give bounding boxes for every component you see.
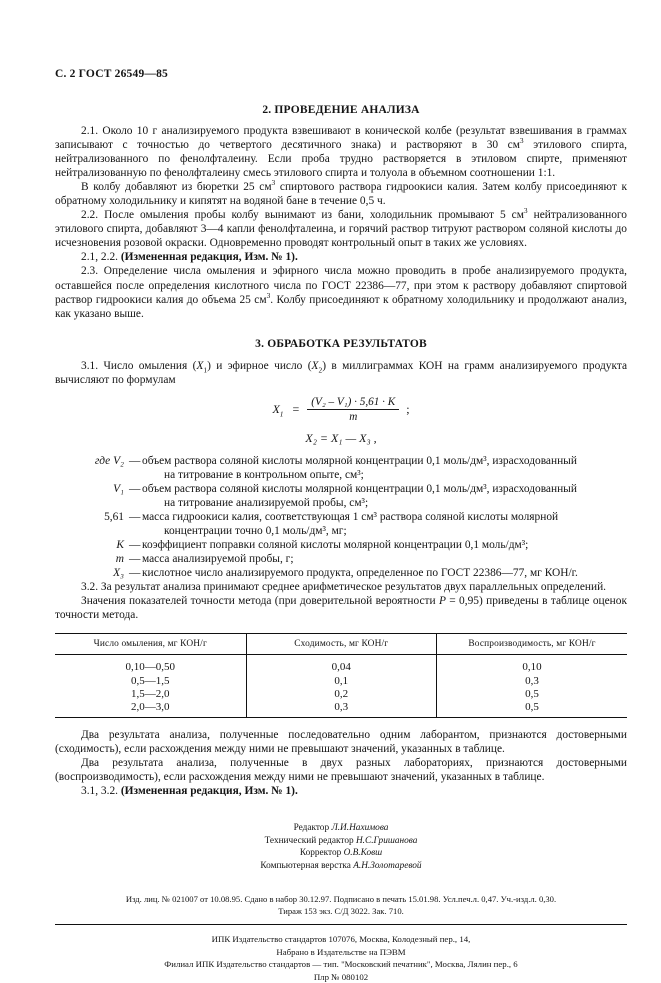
formula-1-lhs-subscript: 1 [279, 409, 284, 419]
credit-role: Корректор [299, 848, 344, 859]
footer-divider [55, 924, 627, 925]
variable-x2: X [311, 359, 319, 372]
table-header-saponification: Число омыления, мг КОН/г [93, 639, 207, 650]
note-prefix: 2.1, 2.2. [81, 251, 121, 264]
credit-name: О.В.Ковш [343, 848, 383, 859]
definition-symbol: K [116, 539, 124, 552]
formula-1-tail: ; [406, 401, 410, 416]
table-body [55, 655, 627, 718]
definition-description [142, 510, 627, 538]
para-2-1-cont-a: В колбу добавляют из бюретки 25 см [81, 181, 272, 194]
paragraph-2-2 [55, 208, 627, 250]
table-cell-reproducibility: 0,3 [437, 675, 627, 688]
definition-row [55, 454, 627, 482]
definition-desc-main: кислотное число анализируемого продукта, определенное по ГОСТ 22386—77, мг КОН/г. [142, 567, 578, 580]
credit-role: Редактор [293, 823, 332, 834]
variable-x1: X [196, 359, 204, 372]
formula-1-numerator: (V₂ – V₁) · 5,61 · K [311, 395, 396, 408]
table-cell-reproducibility: 0,5 [437, 688, 627, 701]
table-header-repeatability: Сходимость, мг КОН/г [246, 634, 436, 655]
page-header: С. 2 ГОСТ 26549—85 [55, 68, 168, 80]
publisher-block [55, 933, 627, 983]
table-cell-range: 0,5—1,5 [131, 674, 170, 687]
credit-line [55, 835, 627, 847]
definition-desc-cont: на титрование в контрольном опыте, см³; [164, 468, 364, 481]
note-bold-text: (Измененная редакция, Изм. № 1). [120, 785, 298, 798]
definition-symbol: X₃ [113, 567, 124, 580]
subscript-1: 1 [203, 364, 208, 374]
definition-dash: — [129, 553, 141, 566]
credit-name: Н.С.Гришанова [355, 835, 418, 846]
formula-1-denominator: m [307, 409, 399, 423]
formula-2 [55, 431, 627, 446]
para-2-3-text-b: . Колбу присоединяют к обратному холодильнику и продолжают анализ, как указано выше. [55, 293, 627, 320]
table-row [55, 688, 627, 701]
paragraph-2-1-2-2-note [55, 250, 627, 264]
paragraph-3-1-3-2-note [55, 784, 627, 798]
definition-row [55, 566, 627, 580]
para-3-1-text-2: ) и эфирное число ( [207, 359, 312, 372]
publisher-line-2: Набрано в Издательстве на ПЭВМ [276, 946, 406, 957]
definition-symbol: m [115, 553, 124, 566]
precision-intro-b: = 0,95) приведены в таблице оценок точности метода. [55, 595, 627, 622]
definition-row [55, 552, 627, 566]
table-row [55, 701, 627, 718]
definition-desc-main: объем раствора соляной кислоты молярной концентрации 0,1 моль/дм³, израсходованный [142, 454, 577, 467]
table-head [55, 634, 627, 655]
formula-definitions [55, 454, 627, 580]
definition-desc-cont: на титрование анализируемой пробы, см³; [164, 496, 369, 509]
definition-symbol: V₁ [113, 482, 124, 495]
variable-P: P [438, 595, 446, 608]
definition-symbol: где V₂ [94, 454, 124, 467]
imprint-line-1: Изд. лиц. № 021007 от 10.08.95. Сдано в набор 30.12.97. Подписано в печать 15.01.98. Усл.печ.л. 0,47. Уч.-изд.л. 0,30. [125, 893, 557, 904]
note-prefix: 3.1, 3.2. [81, 785, 121, 798]
table-cell-repeatability: 0,3 [246, 701, 436, 718]
paragraph-2-3 [55, 264, 627, 320]
table-cell-repeatability: 0,04 [246, 655, 436, 675]
publisher-line-1: ИПК Издательство стандартов 107076, Москва, Колодезный пер., 14, [211, 933, 471, 944]
paragraph-2-1 [55, 124, 627, 180]
table-cell-repeatability: 0,2 [246, 688, 436, 701]
superscript-cubic-c: 3 [523, 206, 528, 216]
definition-desc-cont: концентрации точно 0,1 моль/дм³, мг; [164, 524, 347, 537]
page-content [55, 0, 627, 983]
table-cell-repeatability: 0,1 [246, 675, 436, 688]
para-2-1-cont-b: спиртового раствора гидроокиси калия. Затем колбу присоединяют к обратному холодильнику и кипятят на водяной бане в течение 0,5 ч. [55, 181, 627, 208]
definition-desc-main: объем раствора соляной кислоты молярной концентрации 0,1 моль/дм³, израсходованный [142, 482, 577, 495]
table-cell-range: 0,10—0,50 [125, 661, 176, 674]
table-header-reproducibility: Воспроизводимость, мг КОН/г [437, 634, 627, 655]
credit-line [55, 860, 627, 872]
credit-line [55, 847, 627, 859]
table-cell-range: 1,5—2,0 [131, 687, 170, 700]
formula-1-equals: = [292, 401, 300, 416]
section-heading-2: 2. ПРОВЕДЕНИЕ АНАЛИЗА [262, 104, 420, 116]
definition-description [142, 482, 627, 510]
para-2-1-text-b: этилового спирта, нейтрализованного по фенолфталеину. Если проба трудно растворяется в этиловом спирте, применяют нейтрализованную по фенолфталеину смесь этилового спирта и толуола в объемном соотношении 1:1. [55, 139, 627, 180]
paragraph-reproducibility-note: Два результата анализа, полученные в двух разных лабораториях, признаются достоверными (воспроизводимость), если расхождения между ними не превышают значений, указанных в таблице. [55, 757, 627, 784]
definition-row [55, 482, 627, 510]
definition-description [142, 538, 627, 552]
imprint-block [55, 893, 627, 917]
para-3-1-text-1: 3.1. Число омыления ( [81, 359, 197, 372]
credit-role: Технический редактор [264, 835, 356, 846]
paragraph-3-1 [55, 359, 627, 387]
definition-description [142, 552, 627, 566]
section-heading-3: 3. ОБРАБОТКА РЕЗУЛЬТАТОВ [255, 337, 427, 350]
definition-row [55, 538, 627, 552]
formula-2-expression: X₂ = X₁ — X₃ , [305, 430, 377, 445]
paragraph-3-2: 3.2. За результат анализа принимают среднее арифметическое результатов двух параллельных определений. [81, 581, 607, 594]
paragraph-2-1-cont [55, 180, 627, 208]
definition-dash: — [129, 454, 141, 467]
para-2-2-text-b: нейтрализованного этилового спирта, добавляют 3—4 капли фенолфталеина, и горячий раствор титруют раствором соляной кислоты до исчезновения розовой окраски. Одновременно проводят контрольный опыт в таких же условиях. [55, 209, 627, 250]
para-2-2-text-a: 2.2. После омыления пробы колбу вынимают из бани, холодильник промывают 5 см [81, 209, 524, 222]
table-cell-reproducibility: 0,10 [437, 655, 627, 675]
credit-name: Л.И.Нахимова [331, 823, 389, 834]
precision-table [55, 633, 627, 718]
formula-1-lhs-symbol: X [272, 401, 280, 416]
note-bold-text: (Измененная редакция, Изм. № 1). [120, 251, 298, 264]
credit-name: А.Н.Золотаревой [353, 860, 422, 871]
imprint-line-2: Тираж 153 экз. С/Д 3022. Зак. 710. [278, 905, 404, 916]
para-3-1-text-3: ) в миллиграммах КОН на грамм анализируемого продукта вычисляют по формулам [55, 359, 627, 386]
definition-desc-main: коэффициент поправки соляной кислоты молярной концентрации 0,1 моль/дм³; [142, 539, 529, 552]
paragraph-repeatability-note: Два результата анализа, полученные последовательно одним лаборантом, признаются достоверными (сходимость), если расхождения между ними не превышают значений, указанных в таблице. [55, 729, 627, 756]
definition-dash: — [129, 510, 141, 523]
definition-desc-main: масса гидроокиси калия, соответствующая 1 см³ раствора соляной кислоты молярной [142, 510, 559, 523]
para-2-3-text-a: 2.3. Определение числа омыления и эфирного числа можно проводить в пробе анализируемого продукта, оставшейся после определения кислотного числа по ГОСТ 22386—77, при этом к раствору добавляют спиртовой раствор гидроокиси калия до объема 25 см [55, 265, 627, 306]
para-2-1-text-a: 2.1. Около 10 г анализируемого продукта взвешивают в конической колбе (результат взвешивания в граммах записывают с точностью до четвертого десятичного знака) и растворяют в 30 см [55, 125, 627, 152]
table-header-row [55, 634, 627, 655]
definition-dash: — [129, 567, 141, 580]
credit-role: Компьютерная верстка [260, 860, 354, 871]
definition-description [142, 566, 627, 580]
definition-desc-main: масса анализируемой пробы, г; [142, 553, 294, 566]
superscript-cubic-b: 3 [271, 178, 276, 188]
paragraph-precision-intro [55, 594, 627, 622]
table-row [55, 675, 627, 688]
definition-row [55, 510, 627, 538]
publisher-line-3: Филиал ИПК Издательство стандартов — тип. "Московский печатник", Москва, Лялин пер., 6 [164, 959, 518, 970]
formula-1-fraction [307, 396, 399, 423]
definition-symbol: 5,61 [104, 510, 124, 523]
precision-intro-a: Значения показателей точности метода (при доверительной вероятности [81, 595, 439, 608]
table-cell-reproducibility: 0,5 [437, 701, 627, 718]
definition-dash: — [129, 482, 141, 495]
publisher-line-4: Плр № 080102 [313, 971, 369, 982]
editorial-credits [55, 822, 627, 872]
credit-line [55, 822, 627, 834]
superscript-cubic-a: 3 [519, 136, 524, 146]
definition-description [142, 454, 627, 482]
formula-1-lhs [272, 402, 283, 417]
definition-dash: — [129, 539, 141, 552]
subscript-2: 2 [318, 364, 323, 374]
table-row [55, 655, 627, 675]
formula-1 [55, 396, 627, 423]
formula-block [55, 396, 627, 446]
table-cell-range: 2,0—3,0 [131, 700, 170, 713]
superscript-cubic-d: 3 [266, 290, 271, 300]
